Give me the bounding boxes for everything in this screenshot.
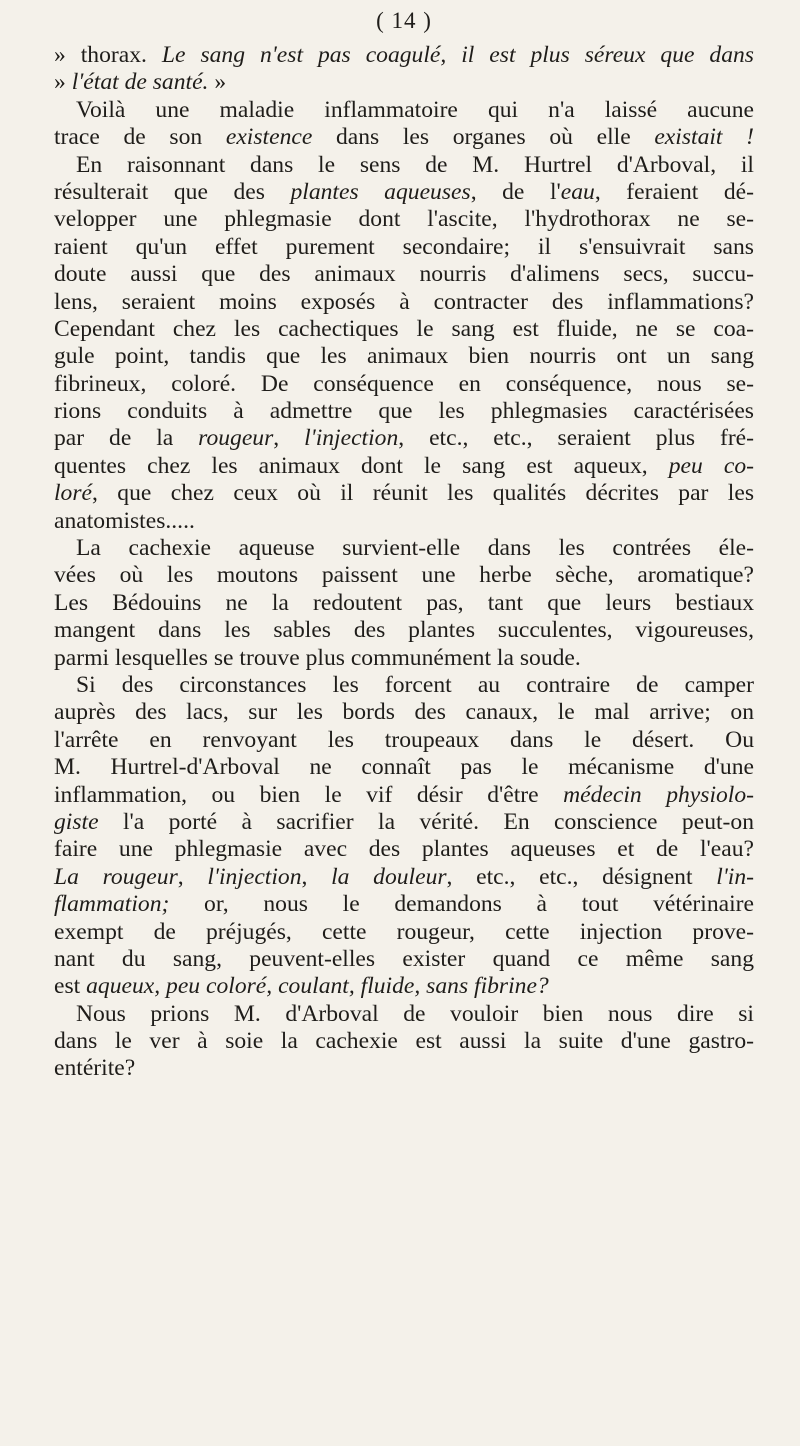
text-segment: La cachexie aqueuse survient-elle dans les contrées éle-	[76, 535, 754, 562]
text-segment: M. Hurtrel-d'Arboval ne connaît pas le mécanisme d'une	[54, 754, 754, 781]
text-segment: ,	[301, 863, 332, 890]
text-segment: , de l'	[470, 178, 561, 205]
text-segment: est	[54, 973, 87, 1000]
text-segment: »	[208, 69, 227, 96]
text-segment: l'a porté à sacrifier la vérité. En conscience peut-on	[98, 808, 754, 835]
text-line	[54, 398, 754, 425]
text-line	[54, 316, 754, 343]
text-segment: lens, seraient moins exposés à contracter des inflammations?	[54, 288, 754, 315]
text-line	[54, 97, 754, 124]
italic-text: l'injection	[304, 425, 399, 452]
text-line	[54, 1028, 754, 1055]
text-line	[54, 480, 754, 507]
text-segment: Les Bédouins ne la redoutent pas, tant que leurs bestiaux	[54, 589, 754, 616]
text-segment: vées où les moutons paissent une herbe sèche, aromatique?	[54, 562, 754, 589]
text-segment: Nous prions M. d'Arboval de vouloir bien nous dire si	[76, 1000, 754, 1027]
text-line	[54, 69, 754, 96]
text-line	[54, 343, 754, 370]
text-segment: rions conduits à admettre que les phlegmasies caractérisées	[54, 398, 754, 425]
text-line	[54, 836, 754, 863]
text-line	[54, 1001, 754, 1028]
text-line	[54, 891, 754, 918]
text-line	[54, 562, 754, 589]
italic-text: existait !	[654, 124, 754, 151]
text-segment: dans le ver à soie la cachexie est aussi la suite d'une gastro-	[54, 1028, 754, 1055]
text-segment: inflammation, ou bien le vif désir d'être	[54, 781, 564, 808]
text-line	[54, 1055, 754, 1082]
text-segment: anatomistes.....	[54, 507, 195, 534]
text-line	[54, 425, 754, 452]
text-segment: ,	[177, 863, 208, 890]
text-segment: trace de son	[54, 124, 226, 151]
text-segment: gule point, tandis que les animaux bien nourris ont un sang	[54, 343, 754, 370]
text-segment: par de la	[54, 425, 199, 452]
text-line	[54, 782, 754, 809]
text-line	[54, 864, 754, 891]
text-segment: parmi lesquelles se trouve plus communément la soude.	[54, 644, 581, 671]
text-segment: , etc., etc., désignent	[446, 863, 717, 890]
italic-text: l'in-	[716, 863, 755, 890]
italic-text: plantes aqueuses	[290, 178, 471, 205]
italic-text: aqueux, peu coloré, coulant, fluide, sans fibrine?	[86, 973, 549, 1000]
text-line	[54, 453, 754, 480]
text-line	[54, 206, 754, 233]
italic-text: flammation;	[54, 891, 170, 918]
text-line	[54, 699, 754, 726]
text-segment: »	[54, 69, 72, 96]
italic-text: rougeur	[198, 425, 274, 452]
text-segment: Voilà une maladie inflammatoire qui n'a laissé aucune	[76, 96, 754, 123]
text-segment: nant du sang, peuvent-elles exister quand ce même sang	[54, 945, 754, 972]
text-line	[54, 809, 754, 836]
document-page	[54, 8, 754, 1083]
text-line	[54, 179, 754, 206]
text-segment: résulterait que des	[54, 178, 291, 205]
text-line	[54, 727, 754, 754]
text-segment: » thorax.	[54, 42, 162, 68]
text-segment: , etc., etc., seraient plus fré-	[398, 425, 755, 452]
text-line	[54, 42, 754, 69]
italic-text: loré	[54, 480, 93, 507]
italic-text: la douleur	[331, 863, 447, 890]
text-line	[54, 371, 754, 398]
text-line	[54, 617, 754, 644]
text-segment: faire une phlegmasie avec des plantes aqueuses et de l'eau?	[54, 836, 754, 863]
text-segment: velopper une phlegmasie dont l'ascite, l'hydrothorax ne se-	[54, 206, 754, 233]
text-segment: l'arrête en renvoyant les troupeaux dans le désert. Ou	[54, 726, 754, 753]
text-line	[54, 973, 754, 1000]
text-line	[54, 152, 754, 179]
italic-text: peu co-	[668, 452, 755, 479]
text-line	[54, 261, 754, 288]
text-segment: En raisonnant dans le sens de M. Hurtrel d'Arboval, il	[76, 151, 754, 178]
text-line	[54, 919, 754, 946]
text-segment: mangent dans les sables des plantes succulentes, vigoureuses,	[54, 617, 754, 644]
text-line	[54, 645, 754, 672]
text-line	[54, 234, 754, 261]
text-segment: Cependant chez les cachectiques le sang est fluide, ne se coa-	[54, 315, 754, 342]
text-line	[54, 946, 754, 973]
text-segment: doute aussi que des animaux nourris d'alimens secs, succu-	[54, 261, 754, 288]
text-segment: , feraient dé-	[594, 178, 754, 205]
body-text	[54, 42, 754, 1083]
italic-text: existence	[225, 124, 313, 151]
italic-text: eau	[560, 178, 595, 205]
text-segment: or, nous le demandons à tout vétérinaire	[169, 891, 754, 918]
text-segment: ,	[273, 425, 305, 452]
text-line	[54, 508, 754, 535]
text-line	[54, 672, 754, 699]
text-segment: quentes chez les animaux dont le sang est aqueux,	[54, 452, 669, 479]
text-segment: raient qu'un effet purement secondaire; il s'ensuivrait sans	[54, 233, 754, 260]
text-line	[54, 590, 754, 617]
text-segment: dans les organes où elle	[312, 124, 655, 151]
text-segment: exempt de préjugés, cette rougeur, cette injection prove-	[54, 918, 754, 945]
italic-text: l'état de santé.	[71, 69, 209, 96]
text-segment: Si des circonstances les forcent au contraire de camper	[76, 671, 754, 698]
text-line	[54, 124, 754, 151]
text-segment: fibrineux, coloré. De conséquence en conséquence, nous se-	[54, 370, 754, 397]
italic-text: l'injection	[207, 863, 302, 890]
text-segment: auprès des lacs, sur les bords des canaux, le mal arrive; on	[54, 699, 754, 726]
text-segment: , que chez ceux où il réunit les qualités décrites par les	[92, 480, 754, 507]
italic-text: Le sang n'est pas coagulé, il est plus séreux que dans	[161, 42, 754, 68]
text-line	[54, 535, 754, 562]
italic-text: giste	[54, 808, 99, 835]
text-segment: entérite?	[54, 1055, 136, 1082]
italic-text: médecin physiolo-	[563, 781, 755, 808]
text-line	[54, 754, 754, 781]
text-line	[54, 289, 754, 316]
page-number: ( 14 )	[376, 8, 432, 33]
italic-text: La rougeur	[54, 863, 178, 890]
